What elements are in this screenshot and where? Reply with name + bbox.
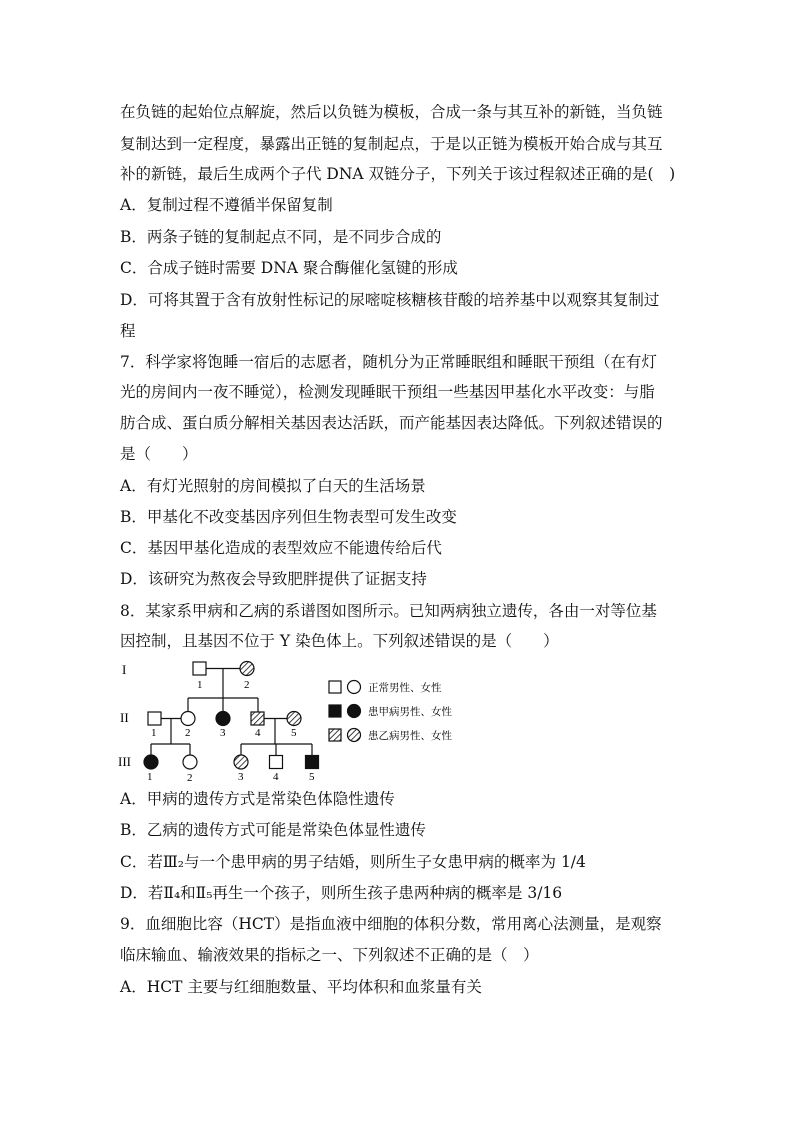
question-7-line-3: 肪合成、蛋白质分解相关基因表达活跃，而产能基因表达降低。下列叙述错误的 <box>120 414 663 432</box>
option-d: D．可将其置于含有放射性标记的尿嘧啶核糖核苷酸的培养基中以观察其复制过 <box>120 291 660 309</box>
q7-option-a: A．有灯光照射的房间模拟了白天的生活场景 <box>120 477 426 495</box>
III-3-disease-b-female <box>234 755 248 769</box>
III-5-number: 5 <box>309 771 315 783</box>
q7-option-c: C．基因甲基化造成的表型效应不能遗传给后代 <box>120 539 442 557</box>
pedigree-diagram <box>118 656 478 786</box>
legend-disease-b-male <box>329 729 341 741</box>
legend-normal-female <box>348 681 361 694</box>
q7-option-b: B．甲基化不改变基因序列但生物表型可发生改变 <box>120 508 457 526</box>
legend-disease-a-female <box>348 705 361 718</box>
legend-normal-male <box>329 681 341 693</box>
generation-label-2: II <box>120 710 129 725</box>
option-a: A．复制过程不遵循半保留复制 <box>120 196 333 214</box>
text-line-3: 补的新链，最后生成两个子代 DNA 双链分子，下列关于该过程叙述正确的是( ) <box>120 165 676 183</box>
question-7-line-4: 是（ ） <box>120 445 198 463</box>
question-8-line-2: 因控制，且基因不位于 Y 染色体上。下列叙述错误的是（ ） <box>120 632 559 650</box>
option-d-cont: 程 <box>120 322 136 340</box>
III-3-number: 3 <box>238 771 244 783</box>
III-4-number: 4 <box>273 771 279 783</box>
question-7: 7．科学家将饱睡一宿后的志愿者，随机分为正常睡眠组和睡眠干预组（在有灯 <box>120 353 657 371</box>
question-9: 9．血细胞比容（HCT）是指血液中细胞的体积分数，常用离心法测量，是观察 <box>120 915 662 933</box>
II-5-disease-b-female <box>287 712 301 726</box>
q8-option-c: C．若Ⅲ₂与一个患甲病的男子结婚，则所生子女患甲病的概率为 1/4 <box>120 853 586 871</box>
q8-option-b: B．乙病的遗传方式可能是常染色体显性遗传 <box>120 821 426 839</box>
legend-disease-b-female <box>348 729 361 742</box>
I-1-number: 1 <box>197 679 203 691</box>
legend-normal-label: 正常男性、女性 <box>368 683 442 694</box>
II-4-number: 4 <box>255 727 261 739</box>
II-1-normal-male <box>148 712 161 725</box>
text-line-2: 复制达到一定程度，暴露出正链的复制起点，于是以正链为模板开始合成与其互 <box>120 135 663 153</box>
legend-disease-a-label: 患甲病男性、女性 <box>368 707 452 718</box>
text-line-1: 在负链的起始位点解旋，然后以负链为模板，合成一条与其互补的新链，当负链 <box>120 103 663 121</box>
legend-disease-a-male <box>329 705 341 717</box>
I-2-disease-b-female <box>240 662 254 676</box>
option-b: B．两条子链的复制起点不同，是不同步合成的 <box>120 228 442 246</box>
II-5-number: 5 <box>291 727 297 739</box>
question-8: 8．某家系甲病和乙病的系谱图如图所示。已知两病独立遗传，各由一对等位基 <box>120 602 657 620</box>
III-1-number: 1 <box>147 771 153 783</box>
II-2-number: 2 <box>185 727 191 739</box>
question-7-line-2: 光的房间内一夜不睡觉），检测发现睡眠干预组一些基因甲基化水平改变：与脂 <box>120 383 655 401</box>
III-4-normal-male <box>270 756 283 769</box>
q9-option-a: A．HCT 主要与红细胞数量、平均体积和血浆量有关 <box>120 978 482 996</box>
III-2-normal-female <box>183 755 197 769</box>
generation-label-3: III <box>118 754 131 769</box>
q7-option-d: D．该研究为熬夜会导致肥胖提供了证据支持 <box>120 570 427 588</box>
option-c: C．合成子链时需要 DNA 聚合酶催化氢键的形成 <box>120 259 458 277</box>
generation-label-1: I <box>122 662 127 677</box>
II-1-number: 1 <box>151 727 157 739</box>
q8-option-a: A．甲病的遗传方式是常染色体隐性遗传 <box>120 790 395 808</box>
III-2-number: 2 <box>187 772 193 784</box>
legend-disease-b-label: 患乙病男性、女性 <box>368 731 452 742</box>
III-5-disease-a-male <box>306 756 319 769</box>
II-3-disease-a-female <box>216 712 230 726</box>
II-2-normal-female <box>181 712 195 726</box>
II-3-number: 3 <box>220 727 226 739</box>
II-4-disease-b-male <box>251 712 264 725</box>
I-1-normal-male <box>193 662 206 675</box>
question-9-line-2: 临床输血、输液效果的指标之一、下列叙述不正确的是（ ） <box>120 946 539 964</box>
III-1-disease-a-female <box>144 755 158 769</box>
I-2-number: 2 <box>244 679 250 691</box>
q8-option-d: D．若Ⅱ₄和Ⅱ₅再生一个孩子，则所生孩子患两种病的概率是 3/16 <box>120 884 563 902</box>
